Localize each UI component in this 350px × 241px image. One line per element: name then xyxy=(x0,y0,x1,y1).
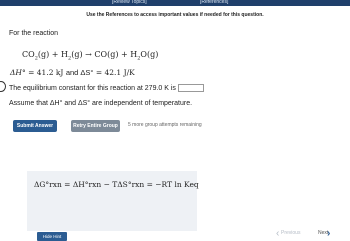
previous-link[interactable]: Previous xyxy=(281,230,301,236)
intro-text: For the reaction xyxy=(9,30,59,37)
prompt-text: The equilibrium constant for this reaction at 279.0 K is xyxy=(9,85,176,92)
chevron-right-icon[interactable]: › xyxy=(327,228,331,239)
references-note: Use the References to access important values if needed for this question. xyxy=(86,12,264,18)
top-bar xyxy=(0,0,350,6)
side-handle[interactable] xyxy=(0,81,6,92)
chevron-left-icon[interactable]: ‹ xyxy=(276,228,280,239)
thermo-values: ΔH° = 41.2 kJ and ΔS° = 42.1 J/K xyxy=(10,68,135,77)
reaction-equation: $CO_2(g) + H_2(g) \to CO(g) + H_2O(g)$ xyxy=(22,50,159,62)
hint-equation: ΔG°rxn = ΔH°rxn − TΔS°rxn = −RT ln Keq xyxy=(34,180,199,189)
hide-hint-button[interactable]: Hide Hint xyxy=(37,232,67,241)
equilibrium-constant-input[interactable] xyxy=(178,84,204,92)
submit-answer-button[interactable]: Submit Answer xyxy=(13,120,57,132)
next-link[interactable]: Next xyxy=(318,230,329,236)
assumption-text: Assume that ΔH° and ΔS° are independent of temperature. xyxy=(9,100,193,107)
review-topics-link[interactable]: [Review Topics] xyxy=(112,0,147,5)
references-link[interactable]: [References] xyxy=(200,0,229,5)
retry-group-button[interactable]: Retry Entire Group xyxy=(71,120,120,132)
attempts-remaining: 5 more group attempts remaining xyxy=(128,122,202,128)
